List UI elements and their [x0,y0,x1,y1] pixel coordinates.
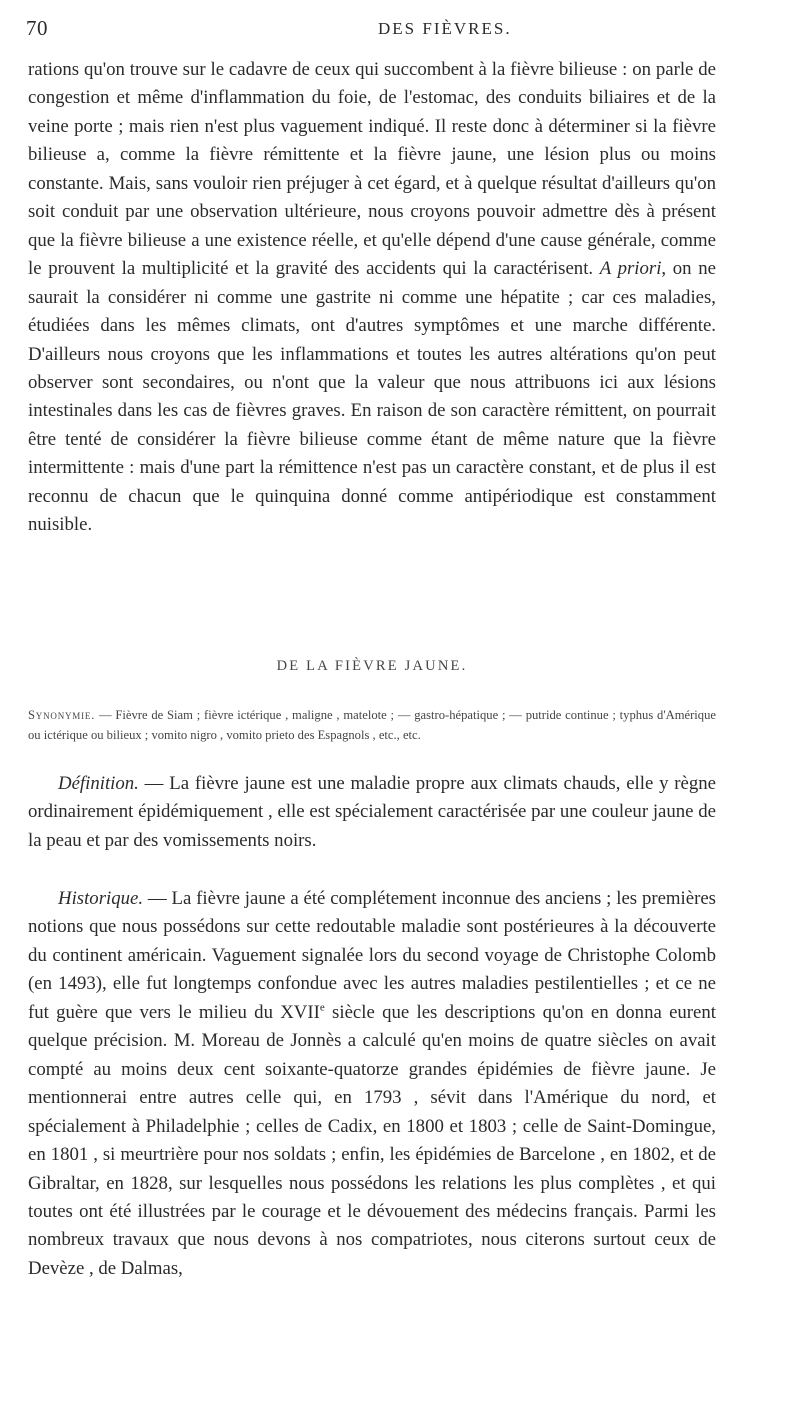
superscript: e [319,1001,325,1014]
definition-text [28,770,716,855]
page-number: 70 [26,16,48,40]
historique-body-part: — La fièvre jaune a été complétement inconnue des anciens ; les premières notions que nous possédons sur cette redoutable maladie sont postérieures à la découverte du continent américain. Vaguement signalée lors du second voyage de Christophe Colomb (en 1493), elle fut longtemps confondue avec les autres maladies pestilentielles ; et ce ne fut guère que vers le milieu du XVII [28,888,716,1023]
paragraph-text-part: , on ne saurait la considérer ni comme une gastrite ni comme une hépatite ; car ces maladies, étudiées dans les mêmes climats, ont d'autres symptômes et une marche différente. D'ailleurs nous croyons que les inflammations et toutes les autres altérations qu'on peut observer sont secondaires, ou n'ont que la valeur que nous attribuons ici aux lésions intestinales dans les cas de fièvres graves. En raison de son caractère rémittent, on pourrait être tenté de considérer la fièvre bilieuse comme étant de même nature que la fièvre intermittente : mais d'une part la rémittence n'est pas un caractère constant, et de plus il est reconnu de chacun que le quinquina donné comme antipériodique est constamment nuisible. [28,258,716,536]
section-title: DE LA FIÈVRE JAUNE. [276,658,468,674]
definition-heading: Définition. [58,773,139,794]
definition-paragraph [28,770,716,855]
running-head: DES FIÈVRES. [378,19,512,38]
historique-heading: Historique. [58,888,144,909]
paragraph-text [28,56,716,540]
historique-text [28,885,716,1283]
paragraph-text-part: rations qu'on trouve sur le cadavre de ceux qui succombent à la fièvre bilieuse : on parle de congestion et même d'inflammation du foie, de l'estomac, des conduits biliaires et de la veine porte ; mais rien n'est plus vaguement indiqué. Il reste donc à déterminer si la fièvre bilieuse a, comme la fièvre rémittente et la fièvre jaune, une lésion plus ou moins constante. Mais, sans vouloir rien préjuger à cet égard, et à quelque résultat d'ailleurs qu'on soit conduit par une observation ultérieure, nous croyons pouvoir admettre dès à présent que la fièvre bilieuse a une existence réelle, et qu'elle dépend d'une cause générale, comme le prouvent la multiplicité et la gravité des accidents qui la caractérisent. [28,59,716,280]
synonymy-text: — Fièvre de Siam ; fièvre ictérique , maligne , matelote ; — gastro-hépatique ; — putride continue ; typhus d'Amérique ou ictérique ou bilieux ; vomito nigro , vomito prieto des Espagnols , etc., etc. [28,708,716,742]
synonymy-heading: Synonymie. [28,708,96,722]
italic-phrase: A priori [599,258,662,280]
historique-paragraph [28,885,716,1283]
synonymy-paragraph [28,705,716,745]
definition-body: — La fièvre jaune est une maladie propre aux climats chauds, elle y règne ordinairement épidémiquement , elle est spécialement caractérisée par une couleur jaune de la peau et par des vomissements noirs. [28,773,716,851]
paragraph-bilious-fever [28,56,716,540]
page-header [26,16,716,46]
historique-body-part: siècle que les descriptions qu'on en donna eurent quelque précision. M. Moreau de Jonnès a calculé qu'en moins de quatre siècles on avait compté au moins deux cent soixante-quatorze grandes épidémies de fièvre jaune. Je mentionnerai entre autres celle qui, en 1793 , sévit dans l'Amérique du nord, et spécialement à Philadelphie ; celles de Cadix, en 1800 et 1803 ; celle de Saint-Domingue, en 1801 , si meurtrière pour nos soldats ; enfin, les épidémies de Barcelone , en 1802, et de Gibraltar, en 1828, sur lesquelles nous possédons les relations les plus complètes , et qui toutes ont été illustrées par le courage et le dévouement des médecins français. Parmi les nombreux travaux que nous devons à nos compatriotes, nous citerons surtout ceux de Devèze , de Dalmas, [28,1001,716,1279]
